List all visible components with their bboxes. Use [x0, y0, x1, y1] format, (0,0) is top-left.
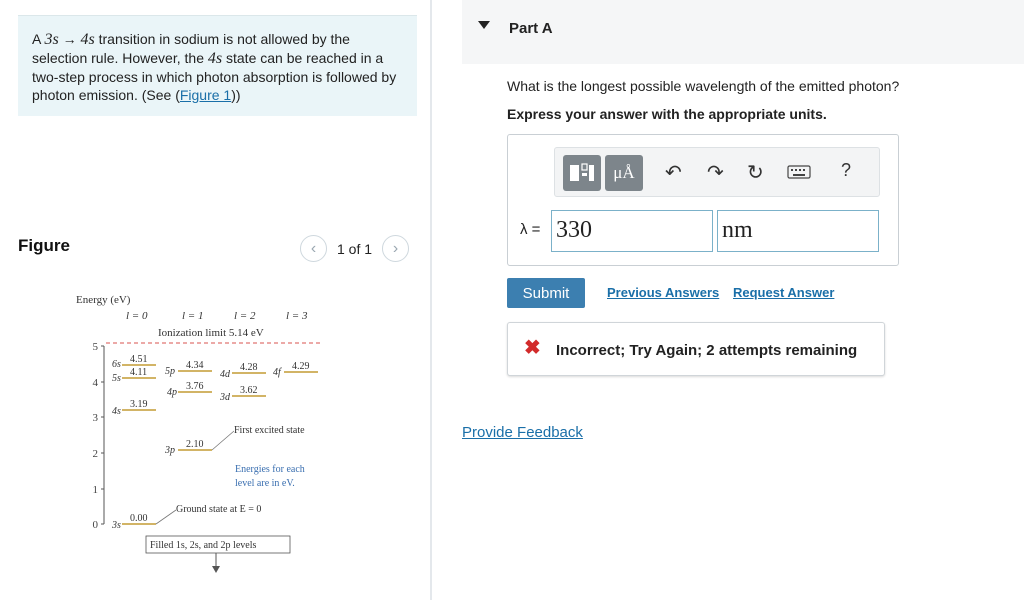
units-label: μÅ [613, 163, 635, 182]
caret-down-icon[interactable] [478, 21, 490, 29]
level-value: 4.11 [130, 367, 148, 378]
level-name: 3s [112, 520, 121, 531]
help-icon[interactable]: ? [841, 160, 852, 180]
problem-panel [0, 0, 432, 600]
problem-text: A [32, 31, 45, 47]
energies-note: level are in eV. [235, 478, 295, 489]
y-tick: 0 [92, 519, 98, 531]
state-3s: 3s [44, 31, 59, 48]
templates-button[interactable] [563, 155, 601, 191]
l-label: l = 2 [234, 310, 256, 322]
problem-text: state can be reached in a two-step process in which photon absorption is followed by photon emission. (See ( [32, 50, 397, 103]
level-value: 3.19 [130, 399, 148, 410]
reset-icon[interactable]: ↻ [747, 162, 764, 184]
answer-panel [434, 0, 1024, 600]
level-value: 4.29 [292, 361, 310, 372]
figure-heading: Figure [18, 236, 70, 255]
level-name: 6s [112, 359, 121, 370]
state-4s: 4s [80, 31, 95, 48]
prev-figure-button[interactable] [300, 235, 327, 262]
figure-pager [300, 235, 409, 262]
level-name: 5s [112, 373, 121, 384]
level-value: 3.76 [186, 381, 204, 392]
y-tick: 2 [92, 448, 98, 460]
problem-statement [18, 15, 417, 116]
level-name: 5p [165, 366, 175, 377]
instruction-text: Express your answer with the appropriate units. [507, 106, 827, 122]
next-figure-button[interactable] [382, 235, 409, 262]
level-name: 4d [220, 369, 230, 380]
level-value: 0.00 [130, 513, 148, 524]
problem-text: )) [231, 87, 241, 103]
part-header[interactable] [462, 0, 1024, 64]
y-tick: 1 [92, 484, 98, 496]
ground-state-label: Ground state at E = 0 [176, 504, 262, 515]
problem-text: transition in sodium is not allowed by the selection rule. However, the [32, 31, 350, 66]
value-input[interactable]: 330 [551, 210, 713, 252]
provide-feedback-link[interactable]: Provide Feedback [462, 424, 583, 441]
energies-note: Energies for each [235, 464, 305, 475]
feedback-text: Incorrect; Try Again; 2 attempts remaining [556, 342, 858, 359]
level-name: 3p [165, 445, 175, 456]
level-name: 4s [112, 406, 121, 417]
figure-link[interactable]: Figure 1 [179, 87, 232, 103]
keyboard-icon[interactable] [787, 163, 811, 186]
energy-label: Energy (eV) [76, 294, 131, 306]
feedback-message [507, 322, 885, 376]
unit-input[interactable]: nm [717, 210, 879, 252]
undo-icon[interactable]: ↶ [665, 162, 682, 184]
level-value: 4.51 [130, 354, 148, 365]
part-title: Part A [509, 20, 553, 37]
state-4s: 4s [207, 50, 223, 67]
y-tick: 5 [92, 341, 98, 353]
y-tick: 4 [92, 377, 98, 389]
previous-answers-link[interactable]: Previous Answers [607, 285, 720, 300]
redo-icon[interactable]: ↷ [707, 162, 724, 184]
first-excited-label: First excited state [234, 425, 305, 436]
units-button[interactable] [605, 155, 643, 191]
error-x-icon: ✖ [524, 337, 541, 359]
down-arrow-icon [212, 566, 220, 573]
level-value: 4.28 [240, 362, 258, 373]
arrow: → [58, 31, 81, 47]
y-tick: 3 [92, 412, 98, 424]
figure-page-label: 1 of 1 [337, 240, 373, 257]
level-name: 4f [273, 367, 281, 378]
ionization-label: Ionization limit 5.14 eV [158, 327, 264, 339]
level-value: 4.34 [186, 360, 204, 371]
math-toolbar [554, 147, 880, 197]
chevron-left-icon: ‹ [310, 239, 317, 257]
chevron-right-icon: › [392, 239, 399, 257]
request-answer-link[interactable]: Request Answer [733, 285, 835, 300]
level-value: 2.10 [186, 439, 204, 450]
l-label: l = 3 [286, 310, 308, 322]
level-value: 3.62 [240, 385, 258, 396]
l-label: l = 0 [126, 310, 148, 322]
energy-level-diagram [70, 288, 340, 578]
l-label: l = 1 [182, 310, 204, 322]
question-text: What is the longest possible wavelength of the emitted photon? [507, 78, 900, 94]
submit-button[interactable]: Submit [507, 278, 585, 308]
filled-levels-label: Filled 1s, 2s, and 2p levels [150, 540, 257, 551]
lambda-label: λ = [520, 221, 541, 238]
answer-box [507, 134, 899, 266]
level-name: 3d [220, 392, 230, 403]
templates-icon [569, 162, 595, 184]
level-name: 4p [167, 387, 177, 398]
